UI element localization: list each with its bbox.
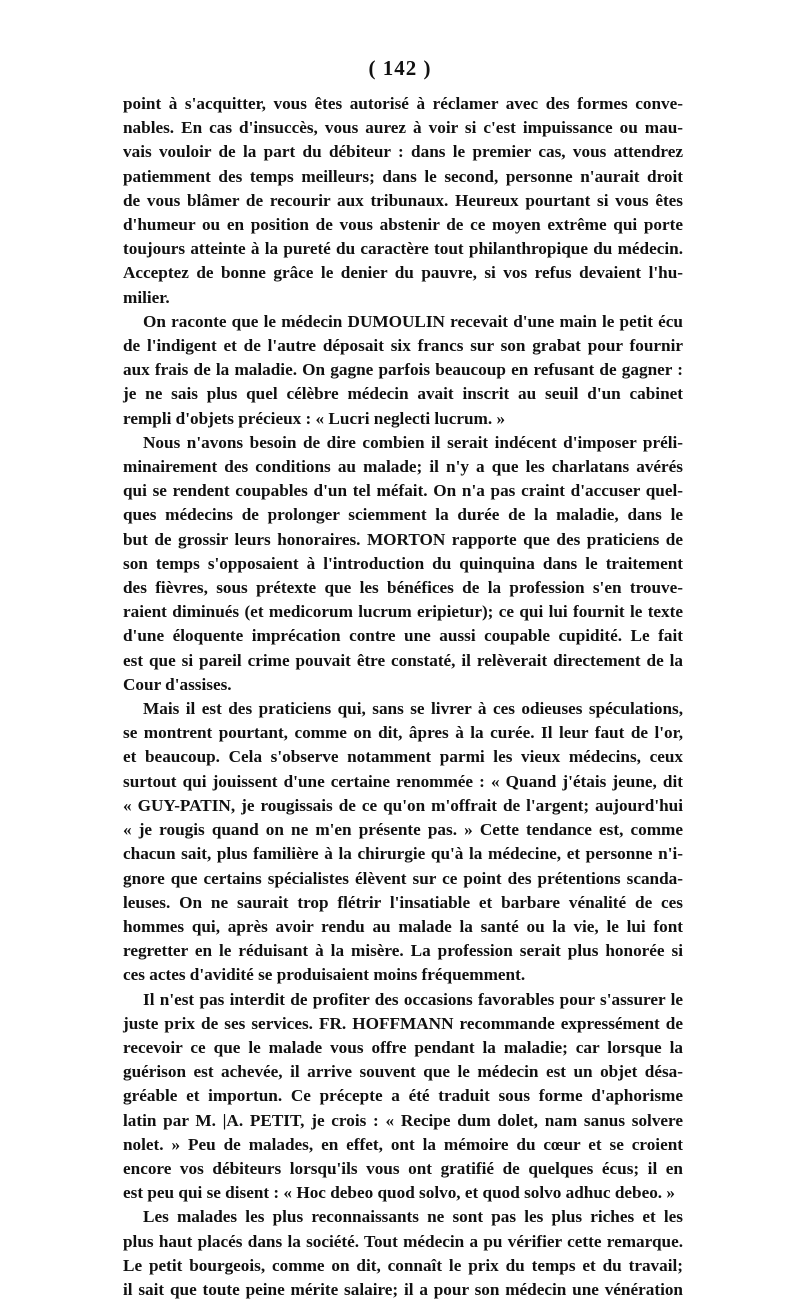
text-line: point à s'acquitter, vous êtes autorisé à réclamer avec des formes conve- [123, 94, 683, 113]
text-line: latin par M. |A. PETIT, je crois : « Recipe dum dolet, nam sanus solvere [123, 1110, 683, 1130]
text-line: d'humeur ou en position de vous abstenir de ce moyen extrême qui porte [123, 215, 683, 235]
text-line: son temps s'opposaient à l'introduction du quinquina dans le traitement [123, 553, 683, 573]
text-line: gréable et importun. Ce précepte a été traduit sous forme d'aphorisme [123, 1086, 683, 1106]
text-line: plus haut placés dans la société. Tout médecin a pu vérifier cette remarque. [123, 1231, 683, 1251]
paragraph-1 [123, 92, 683, 310]
text-line: patiemment des temps meilleurs; dans le second, personne n'aurait droit [123, 166, 683, 186]
text-line: surtout qui jouissent d'une certaine renommée : « Quand j'étais jeune, dit [123, 771, 683, 791]
text-line: nables. En cas d'insuccès, vous aurez à voir si c'est impuissance ou mau- [123, 118, 683, 138]
text-line: raient diminués (et medicorum lucrum eripietur); ce qui lui fournit le texte [123, 602, 683, 622]
text-line: chacun sait, plus familière à la chirurgie qu'à la médecine, et personne n'i- [123, 844, 683, 864]
text-line: gnore que certains spécialistes élèvent sur ce point des prétentions scanda- [123, 868, 683, 888]
text-line: est peu qui se disent : « Hoc debeo quod solvo, et quod solvo adhuc debeo. » [123, 1183, 675, 1203]
text-line: nolet. » Peu de malades, en effet, ont la mémoire du cœur et se croient [123, 1134, 683, 1154]
text-line: est que si pareil crime pouvait être constaté, il relèverait directement de la [123, 650, 683, 670]
text-line: se montrent pourtant, comme on dit, âpres à la curée. Il leur faut de l'or, [123, 723, 683, 743]
text-line: ques médecins de prolonger sciemment la durée de la maladie, dans le [123, 505, 683, 525]
text-line: vais vouloir de la part du débiteur : dans le premier cas, vous attendrez [123, 142, 683, 162]
text-line: Mais il est des praticiens qui, sans se livrer à ces odieuses spéculations, [143, 699, 683, 719]
text-line: aux frais de la maladie. On gagne parfois beaucoup en refusant de gagner : [123, 360, 683, 380]
paragraph-5 [123, 988, 683, 1206]
text-line: but de grossir leurs honoraires. MORTON rapporte que des praticiens de [123, 529, 683, 549]
paragraph-4 [123, 697, 683, 987]
text-line: guérison est achevée, il arrive souvent que le médecin est un objet désa- [123, 1062, 683, 1082]
text-line: recevoir ce que le malade vous offre pendant la maladie; car lorsque la [123, 1037, 683, 1057]
body-text [123, 92, 683, 1302]
text-line: toujours atteinte à la pureté du caractère tout philanthropique du médecin. [123, 239, 683, 259]
text-line: des fièvres, sous prétexte que les bénéfices de la profession s'en trouve- [123, 578, 683, 598]
text-line: rempli d'objets précieux : « Lucri neglecti lucrum. » [123, 408, 506, 428]
text-line: il sait que toute peine mérite salaire; il a pour son médecin une vénération [123, 1279, 683, 1299]
text-line: de l'indigent et de l'autre déposait six francs sur son grabat pour fournir [123, 336, 683, 356]
text-line: qui se rendent coupables d'un tel méfait. On n'a pas craint d'accuser quel- [123, 481, 683, 501]
text-line: encore vos débiteurs lorsqu'ils vous ont gratifié de quelques écus; il en [123, 1158, 683, 1178]
text-line: Cour d'assises. [123, 674, 232, 694]
text-line: « GUY-PATIN, je rougissais de ce qu'on m'offrait de l'argent; aujourd'hui [123, 795, 683, 815]
text-line: minairement des conditions au malade; il n'y a que les charlatans avérés [123, 457, 683, 477]
text-line: leuses. On ne saurait trop flétrir l'insatiable et barbare vénalité de ces [123, 892, 683, 912]
text-line: Acceptez de bonne grâce le denier du pauvre, si vos refus devaient l'hu- [123, 263, 683, 283]
text-line: Nous n'avons besoin de dire combien il serait indécent d'imposer préli- [143, 432, 683, 452]
text-line: et beaucoup. Cela s'observe notamment parmi les vieux médecins, ceux [123, 747, 683, 767]
text-line: On raconte que le médecin DUMOULIN recevait d'une main le petit écu [143, 311, 683, 331]
page-number: ( 142 ) [368, 56, 432, 80]
text-line: ces actes d'avidité se produisaient moins fréquemment. [123, 965, 526, 985]
text-line: Le petit bourgeois, comme on dit, connaît le prix du temps et du travail; [123, 1255, 683, 1275]
text-line: « je rougis quand on ne m'en présente pas. » Cette tendance est, comme [123, 820, 683, 840]
text-line: je ne sais plus quel célèbre médecin avait inscrit au seuil d'un cabinet [123, 384, 683, 404]
text-line: hommes qui, après avoir rendu au malade la santé ou la vie, le lui font [123, 916, 683, 936]
text-line: d'une éloquente imprécation contre une aussi coupable cupidité. Le fait [123, 626, 683, 646]
text-line: Les malades les plus reconnaissants ne sont pas les plus riches et les [143, 1207, 683, 1227]
paragraph-3 [123, 431, 683, 697]
text-line: de vous blâmer de recourir aux tribunaux. Heureux pourtant si vous êtes [123, 190, 683, 210]
text-line: juste prix de ses services. FR. HOFFMANN recommande expressément de [123, 1013, 683, 1033]
paragraph-6 [123, 1205, 683, 1302]
text-line: Il n'est pas interdit de profiter des occasions favorables pour s'assurer le [143, 989, 683, 1009]
text-line: milier. [123, 287, 170, 307]
paragraph-2 [123, 310, 683, 431]
text-line: regretter en le réduisant à la misère. La profession serait plus honorée si [123, 941, 683, 961]
